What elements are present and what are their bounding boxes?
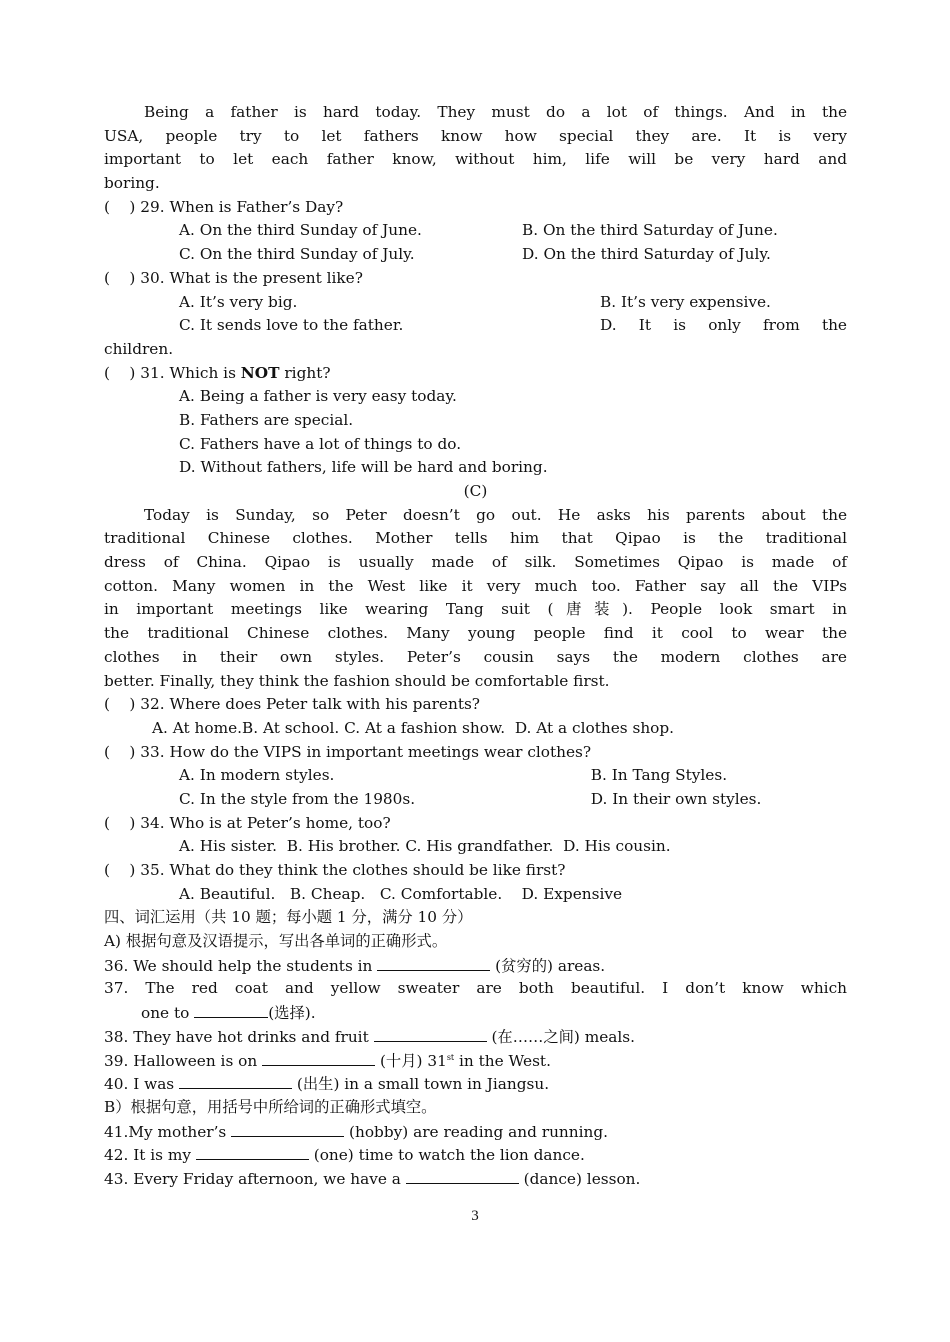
answer-blank-43[interactable] — [406, 1167, 519, 1184]
passage-c-line: in important meetings like wearing Tang suit (唐装). People look smart in — [104, 600, 847, 619]
passage-c-line: traditional Chinese clothes. Mother tells him that Qipao is the traditional — [104, 529, 847, 548]
passage-c-line: Today is Sunday, so Peter doesn’t go out. He asks his parents about the — [144, 505, 847, 524]
passage-c-line: cotton. Many women in the West like it very much too. Father say all the VIPs — [104, 576, 847, 595]
question-37-end: (选择). — [268, 1004, 316, 1023]
question-36-start: 36. We should help the students in — [104, 956, 378, 975]
option-a: A. On the third Sunday of June. — [179, 221, 422, 240]
question-42 — [104, 1143, 847, 1167]
answer-blank-36[interactable] — [377, 954, 490, 971]
question-40-end: (出生) in a small town in Jiangsu. — [292, 1075, 550, 1094]
passage-b-line: USA, people try to let fathers know how special they are. It is very — [104, 126, 847, 145]
question-31-stem-end: right? — [279, 363, 331, 382]
option-a: A. It’s very big. — [179, 292, 298, 311]
passage-b-line: boring. — [104, 174, 160, 193]
question-38-end: (在……之间) meals. — [486, 1027, 636, 1046]
passage-c-line: the traditional Chinese clothes. Many young people find it cool to wear the — [104, 624, 847, 643]
option-d: D. It is only from the — [600, 316, 847, 335]
answer-blank-42[interactable] — [196, 1143, 309, 1160]
option-c: C. It sends love to the father. — [179, 316, 404, 335]
answer-blank-39[interactable] — [262, 1049, 375, 1066]
answer-blank-40[interactable] — [179, 1072, 292, 1089]
page-number: 3 — [471, 1208, 479, 1224]
option-b: B. Fathers are special. — [179, 410, 354, 429]
question-39-end: in the West. — [454, 1051, 551, 1070]
option-b: B. On the third Saturday of June. — [522, 221, 778, 240]
question-31-stem-start: ( ) 31. Which is — [104, 363, 241, 382]
question-33-options-row — [104, 764, 847, 788]
question-43 — [104, 1167, 847, 1191]
passage-c-heading: (C) — [463, 482, 488, 500]
option-d: D. Without fathers, life will be hard and boring. — [179, 458, 548, 477]
option-c: C. In the style from the 1980s. — [179, 789, 416, 808]
question-29-options-row — [104, 243, 847, 267]
question-30-options-row — [104, 314, 847, 338]
option-d: D. In their own styles. — [590, 789, 762, 808]
question-39-start: 39. Halloween is on — [104, 1051, 263, 1070]
section-4-title: 四、词汇运用（共 10 题；每小题 1 分，满分 10 分） — [104, 908, 473, 927]
section-4-part-b-instruction: B）根据句意，用括号中所给词的正确形式填空。 — [104, 1097, 437, 1116]
section-4-part-a-instruction: A) 根据句意及汉语提示，写出各单词的正确形式。 — [104, 932, 448, 951]
passage-b-line: important to let each father know, without him, life will be very hard and — [104, 150, 847, 169]
question-43-end: (dance) lesson. — [518, 1169, 641, 1188]
question-41-end: (hobby) are reading and running. — [344, 1122, 609, 1141]
question-29-stem: ( ) 29. When is Father’s Day? — [104, 197, 344, 216]
passage-c-line: better. Finally, they think the fashion should be comfortable first. — [104, 671, 610, 690]
question-37-start: one to — [141, 1004, 195, 1023]
question-40-start: 40. I was — [104, 1075, 180, 1094]
option-c: C. On the third Sunday of July. — [179, 245, 415, 264]
question-37-line: 37. The red coat and yellow sweater are both beautiful. I don’t know which — [104, 979, 847, 998]
question-43-start: 43. Every Friday afternoon, we have a — [104, 1169, 406, 1188]
option-a: A. In modern styles. — [179, 766, 335, 785]
question-37-continued — [104, 1001, 847, 1025]
answer-blank-38[interactable] — [374, 1025, 487, 1042]
question-42-end: (one) time to watch the lion dance. — [308, 1146, 585, 1165]
question-30-stem: ( ) 30. What is the present like? — [104, 268, 363, 287]
question-35-stem: ( ) 35. What do they think the clothes should be like first? — [104, 861, 566, 879]
passage-c-line: clothes in their own styles. Peter’s cousin says the modern clothes are — [104, 647, 847, 666]
question-40 — [104, 1072, 847, 1096]
passage-b-line: Being a father is hard today. They must do a lot of things. And in the — [144, 103, 847, 121]
option-a: A. Being a father is very easy today. — [179, 387, 457, 406]
option-d: D. On the third Saturday of July. — [522, 245, 771, 264]
ordinal-suffix: st — [446, 1052, 455, 1062]
answer-blank-41[interactable] — [231, 1120, 344, 1137]
option-c: C. Fathers have a lot of things to do. — [179, 434, 462, 453]
question-36 — [104, 954, 847, 978]
option-b: B. It’s very expensive. — [600, 292, 771, 311]
question-38 — [104, 1025, 847, 1049]
question-42-start: 42. It is my — [104, 1146, 196, 1165]
question-39-middle: (十月) 31 — [375, 1051, 447, 1070]
question-32-options: A. At home.B. At school. C. At a fashion show. D. At a clothes shop. — [152, 718, 675, 737]
exam-page — [104, 101, 847, 1191]
question-31-emphasis: NOT — [240, 363, 280, 382]
question-29-options-row — [104, 219, 847, 243]
question-33-options-row — [104, 788, 847, 812]
question-39 — [104, 1049, 847, 1073]
question-36-end: (贫穷的) areas. — [490, 956, 606, 975]
question-34-options: A. His sister. B. His brother. C. His grandfather. D. His cousin. — [179, 837, 671, 856]
question-32-stem: ( ) 32. Where does Peter talk with his parents? — [104, 695, 481, 714]
question-38-start: 38. They have hot drinks and fruit — [104, 1027, 374, 1046]
passage-c-line: dress of China. Qipao is usually made of silk. Sometimes Qipao is made of — [104, 553, 847, 572]
question-34-stem: ( ) 34. Who is at Peter’s home, too? — [104, 813, 391, 832]
answer-blank-37[interactable] — [194, 1001, 268, 1018]
question-35-options: A. Beautiful. B. Cheap. C. Comfortable. D. Expensive — [179, 884, 623, 903]
option-d-continued: children. — [104, 339, 174, 358]
question-33-stem: ( ) 33. How do the VIPS in important meetings wear clothes? — [104, 742, 592, 761]
question-41-start: 41.My mother’s — [104, 1122, 232, 1141]
option-b: B. In Tang Styles. — [590, 766, 728, 785]
question-41 — [104, 1120, 847, 1144]
question-30-options-row — [104, 291, 847, 315]
question-31-stem — [104, 362, 847, 386]
